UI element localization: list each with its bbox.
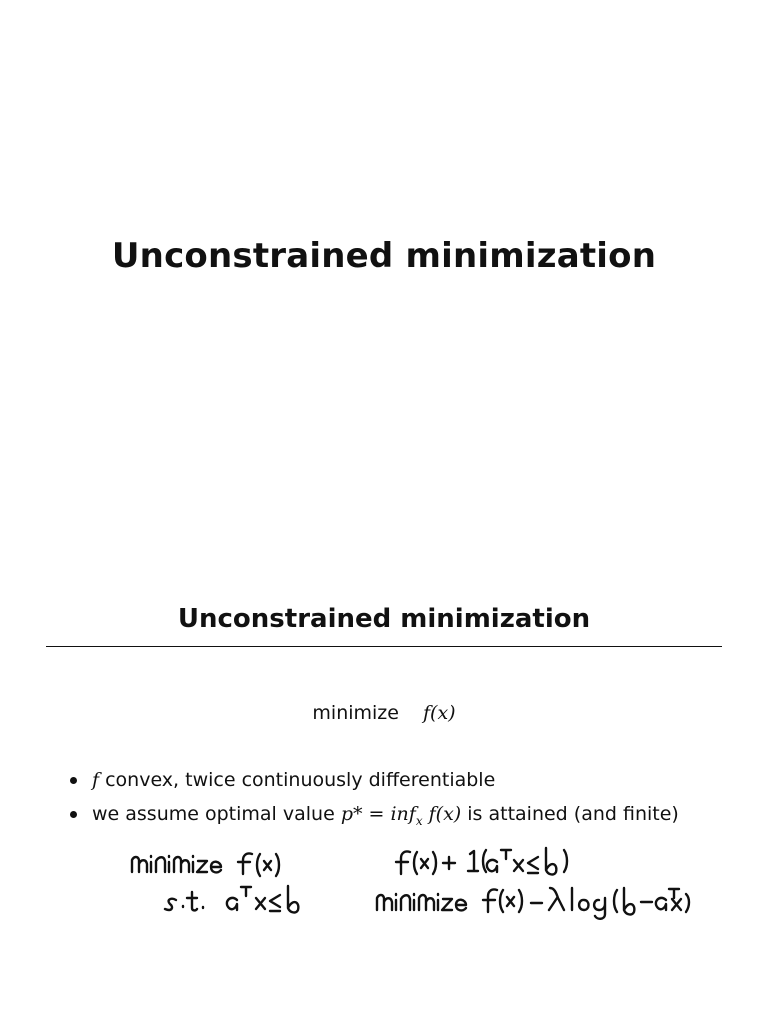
list-item bbox=[68, 766, 679, 800]
bullet-text: we assume optimal value bbox=[92, 803, 341, 825]
handwritten-annotations bbox=[0, 832, 768, 942]
bullet-icon bbox=[70, 777, 77, 784]
equation-word: minimize bbox=[312, 702, 399, 724]
problem-statement bbox=[0, 702, 768, 724]
content-slide bbox=[0, 512, 768, 1024]
bullet-text: is attained (and finite) bbox=[461, 803, 679, 825]
slide-title: Unconstrained minimization bbox=[111, 236, 657, 276]
slide-heading: Unconstrained minimization bbox=[177, 604, 591, 634]
list-item bbox=[68, 800, 679, 834]
bullet-math-subscript: x bbox=[415, 813, 423, 828]
bullet-text: convex, twice continuously differentiable bbox=[99, 769, 496, 791]
bullet-math: f bbox=[92, 769, 100, 791]
heading-divider bbox=[46, 646, 722, 647]
bullet-math: p* = inf bbox=[340, 803, 416, 825]
bullet-icon bbox=[70, 811, 77, 818]
bullet-math: f(x) bbox=[422, 803, 462, 825]
equation-expression: f(x) bbox=[423, 702, 456, 724]
assumption-list bbox=[68, 766, 679, 834]
